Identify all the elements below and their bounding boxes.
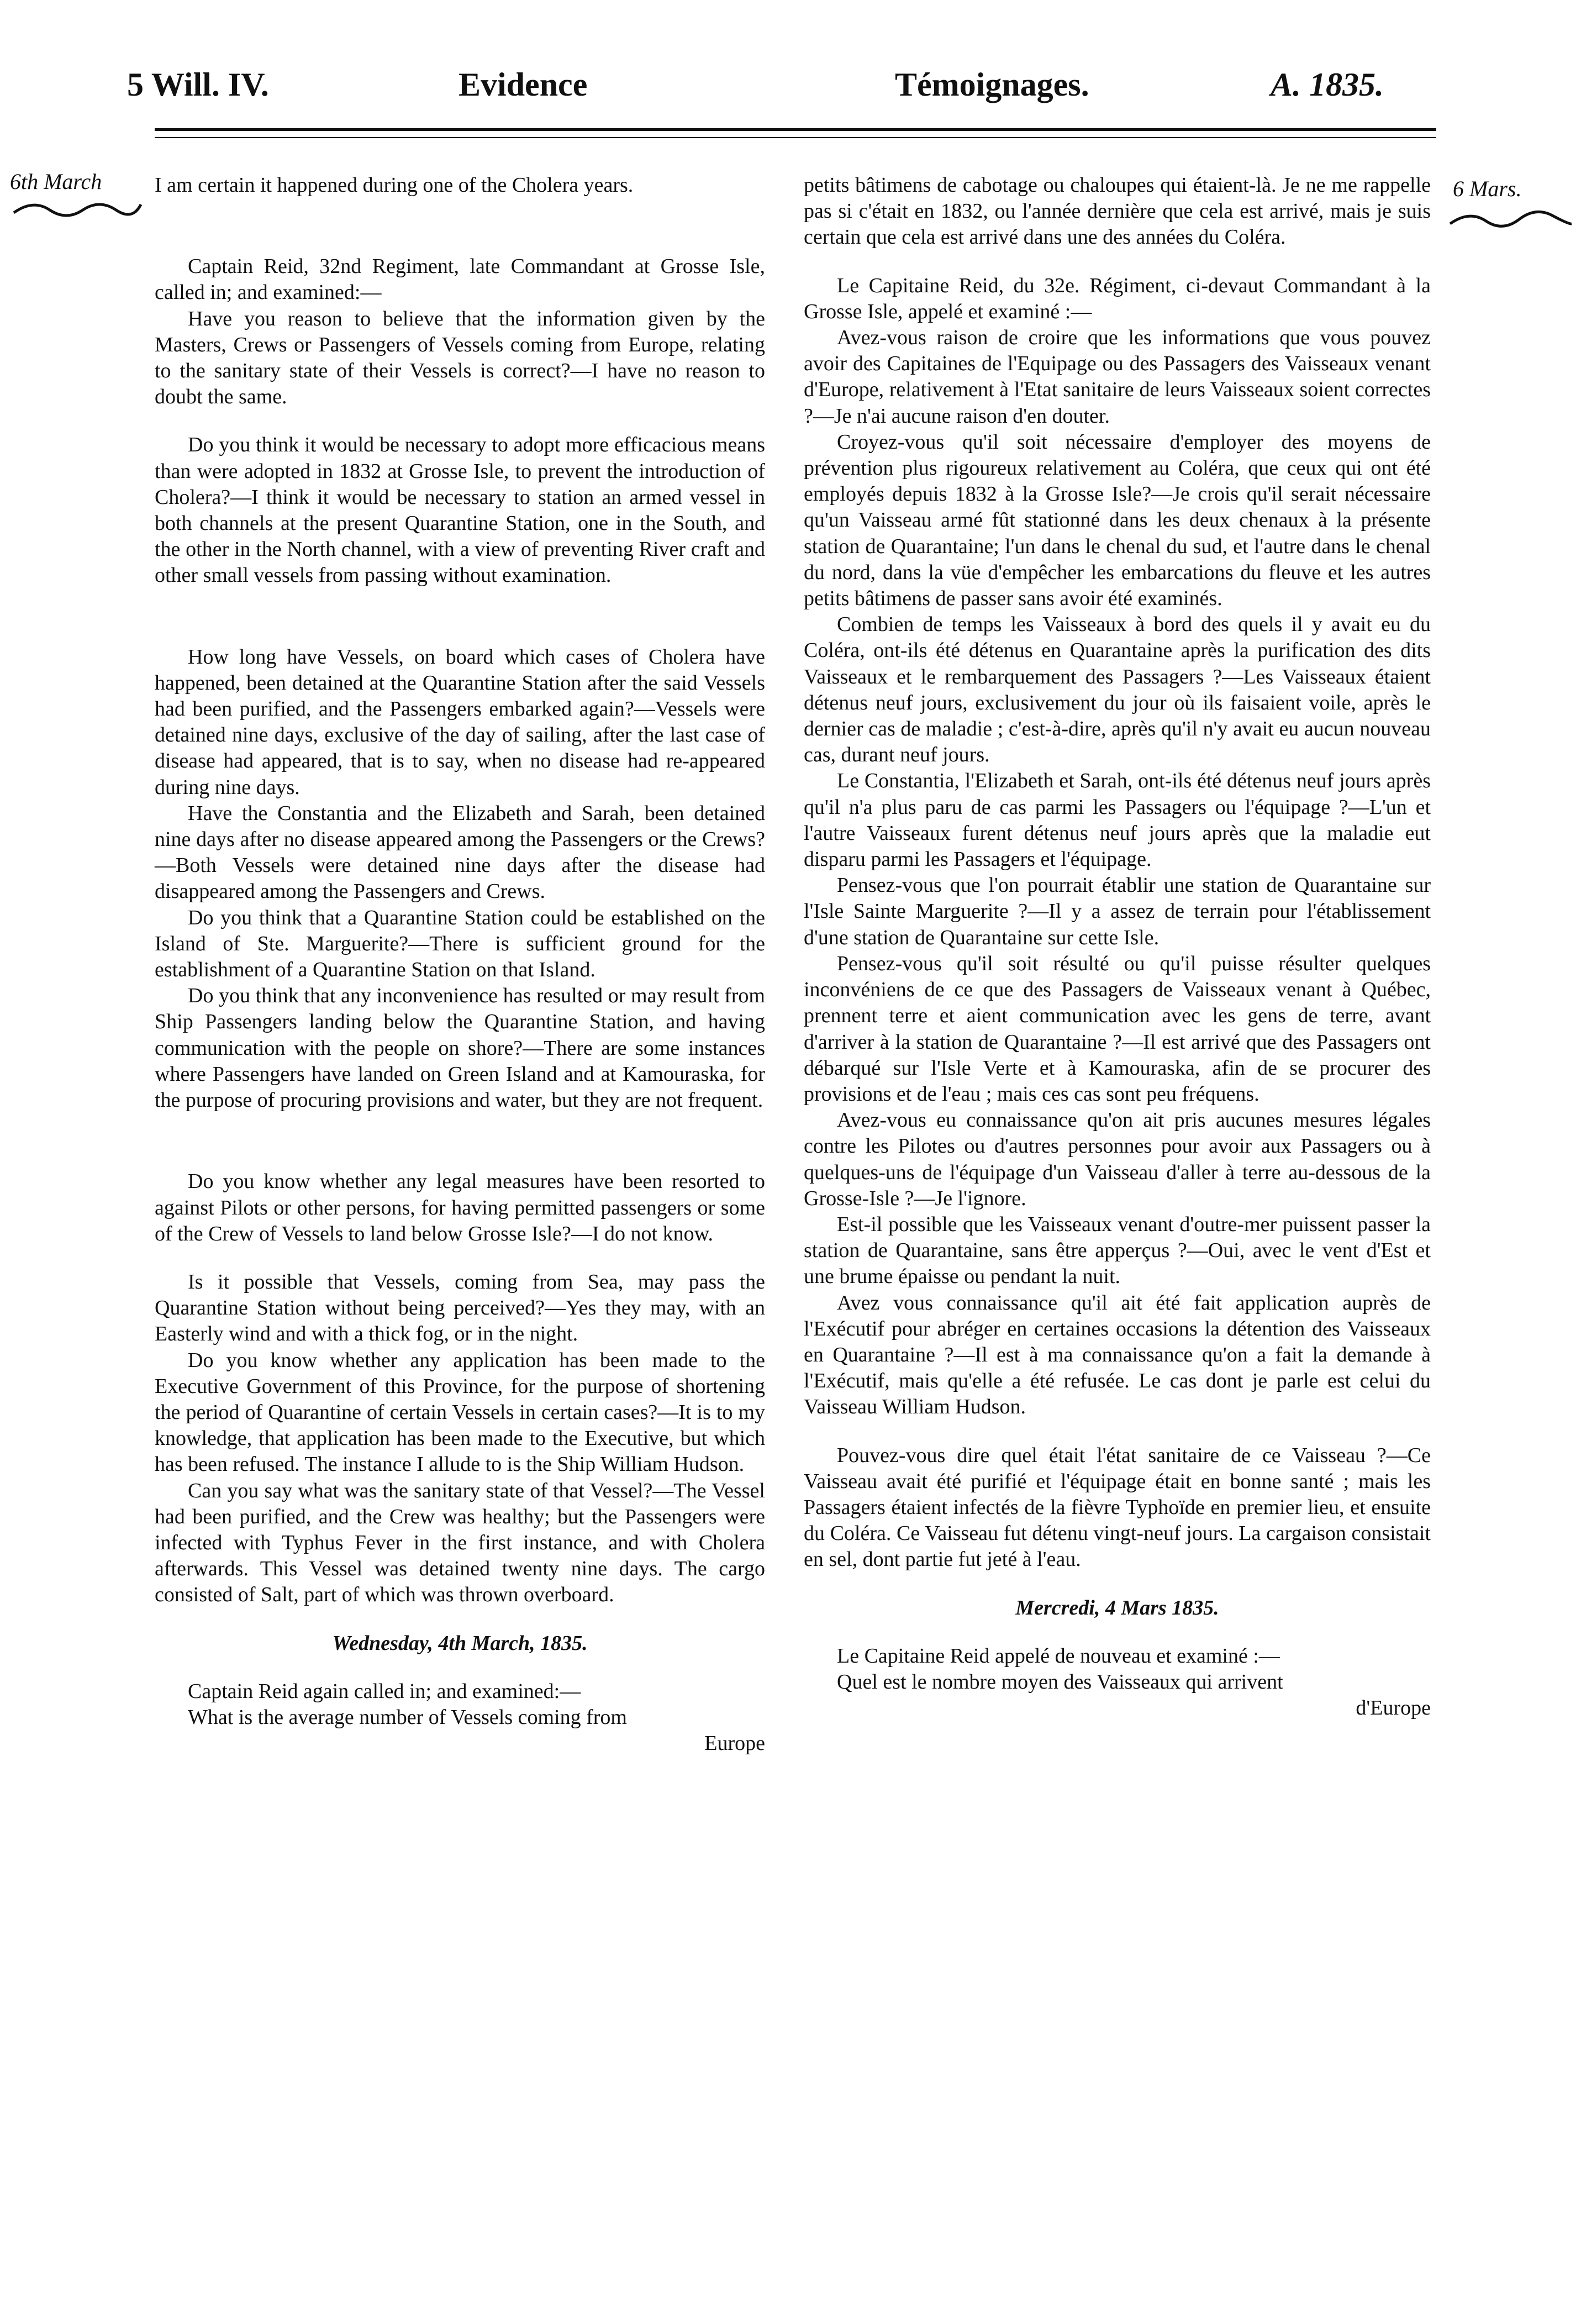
english-paragraph: How long have Vessels, on board which cases of Cholera have happened, been detained at the Quarantine Station after the said Vessels had been purified, and the Passengers embarked again?—Vessels were detained nine days, exclusive of the day of sailing, after the last case of disease had appeared, that is to say, when no disease had re-appeared during nine days. [155, 645, 765, 799]
english-paragraph: I am certain it happened during one of the Cholera years. [155, 173, 634, 197]
french-paragraph: Avez-vous eu connaissance qu'on ait pris aucunes mesures légales contre les Pilotes ou d'autres personnes pour avoir aux Passagers ou à quelques-uns de l'équipage d'un Vaisseau d'aller à terre au-dessous de la Grosse-Isle ?—Je l'ignore. [804, 1108, 1431, 1210]
header-rule-top [155, 128, 1436, 131]
french-witness-intro: Le Capitaine Reid, du 32e. Régiment, ci-devaut Commandant à la Grosse Isle, appelé et examiné :— [804, 274, 1431, 323]
english-paragraph: Have you reason to believe that the information given by the Masters, Crews or Passengers of Vessels coming from Europe, relating to the sanitary state of their Vessels is correct?—I have no reason to doubt the same. [155, 307, 765, 409]
english-paragraph: What is the average number of Vessels coming from [188, 1705, 627, 1729]
french-paragraph: Le Capitaine Reid appelé de nouveau et examiné :— [837, 1644, 1280, 1668]
french-paragraph: Croyez-vous qu'il soit nécessaire d'employer des moyens de prévention plus rigoureux relativement au Coléra, que ceux qui ont été employés depuis 1832 à la Grosse Isle?—Je crois qu'il serait nécessaire qu'un Vaisseau armé fût stationné dans les deux chenaux à la présente station de Quarantaine; l'un dans le chenal du sud, et l'autre dans le chenal du nord, dans la vüe d'empêcher les embarcations du fleuve et les autres petits bâtimens de passer sans avoir été examinés. [804, 430, 1431, 611]
english-column [155, 172, 765, 1757]
french-column [804, 172, 1431, 1721]
french-paragraph: Pensez-vous qu'il soit résulté ou qu'il puisse résulter quelques inconvéniens de ce que des Passagers de Vaisseaux venant à Québec, prennent terre et aient communication avec les gens de terre, avant d'arriver à la station de Quarantaine ?—Il est arrivé que des Passagers ont débarqué sur l'Isle Verte et à Kamouraska, afin de se procurer des provisions et de l'eau ; mais ces cas sont peu fréquens. [804, 951, 1431, 1106]
margin-date-left: 6th March [10, 169, 102, 194]
english-paragraph: Is it possible that Vessels, coming from Sea, may pass the Quarantine Station without being perceived?—Yes they may, with an Easterly wind and with a thick fog, or in the night. [155, 1270, 765, 1346]
header-title-english: Evidence [459, 66, 588, 103]
english-paragraph: Captain Reid again called in; and examined:— [188, 1679, 581, 1703]
french-paragraph: Quel est le nombre moyen des Vaisseaux qui arrivent [837, 1670, 1283, 1694]
session-label: 5 Will. IV. [127, 66, 269, 103]
french-paragraph: Est-il possible que les Vaisseaux venant d'outre-mer puissent passer la station de Quarantaine, sans être apperçus ?—Oui, avec le vent d'Est et une brume épaisse ou pendant la nuit. [804, 1212, 1431, 1289]
english-paragraph: Can you say what was the sanitary state of that Vessel?—The Vessel had been purified, and the Crew was healthy; but the Passengers were infected with Typhus Fever in the first instance, and with Cholera afterwards. This Vessel was detained twenty nine days. The cargo consisted of Salt, part of which was thrown overboard. [155, 1479, 765, 1607]
french-paragraph: Avez-vous raison de croire que les informations que vous pouvez avoir des Capitaines de l'Equipage ou des Passagers des Vaisseaux venant d'Europe, relativement à l'Etat sanitaire de leurs Vaisseaux soient correctes ?—Je n'ai aucune raison d'en douter. [804, 326, 1431, 428]
year-label: A. 1835. [1271, 66, 1384, 103]
english-paragraph: Do you think that any inconvenience has resulted or may result from Ship Passengers landing below the Quarantine Station, and having communication with the people on shore?—There are some instances where Passengers have landed on Green Island and at Kamouraska, for the purpose of procuring provisions and water, but they are not frequent. [155, 984, 765, 1112]
french-paragraph: Combien de temps les Vaisseaux à bord des quels il y avait eu du Coléra, ont-ils été détenus en Quarantaine après la purification des dits Vaisseaux et le rembarquement des Passagers ?—Les Vaisseaux étaient détenus neuf jours, exclusivement du jour où ils faisaient voile, après le dernier cas de maladie ; c'est-à-dire, après qu'il n'y avait eu aucun nouveau cas, durant neuf jours. [804, 613, 1431, 767]
english-paragraph: Have the Constantia and the Elizabeth and Sarah, been detained nine days after no disease appeared among the Passengers or the Crews?—Both Vessels were detained nine days after the disease had disappeared among the Passengers and Crews. [155, 801, 765, 903]
french-paragraph: Pouvez-vous dire quel était l'état sanitaire de ce Vaisseau ?—Ce Vaisseau avait été purifié et l'équipage était en bonne santé ; mais les Passagers étaient infectés de la fièvre Typhoïde en premier lieu, et ensuite du Coléra. Ce Vaisseau fut détenu vingt-neuf jours. La cargaison consistait en sel, dont partie fut jeté à l'eau. [804, 1443, 1431, 1571]
swirl-ornament-right [1447, 207, 1574, 229]
swirl-ornament-left [11, 199, 144, 221]
margin-date-right: 6 Mars. [1453, 176, 1522, 201]
english-paragraph: Do you know whether any legal measures have been resorted to against Pilots or other persons, for having permitted passengers or some of the Crew of Vessels to land below Grosse Isle?—I do not know. [155, 1170, 765, 1245]
french-paragraph: Le Constantia, l'Elizabeth et Sarah, ont-ils été détenus neuf jours après qu'il n'a plus paru de cas parmi les Passagers ou l'équipage ?—L'un et l'autre Vaisseaux furent détenus neuf jours après que la maladie eut disparu parmi les Passagers et l'équipage. [804, 769, 1431, 871]
header-title-french: Témoignages. [895, 66, 1089, 103]
french-date-heading: Mercredi, 4 Mars 1835. [1015, 1596, 1219, 1620]
english-paragraph: Do you think that a Quarantine Station could be established on the Island of Ste. Marguerite?—There is sufficient ground for the establishment of a Quarantine Station on that Island. [155, 906, 765, 982]
english-paragraph: Do you think it would be necessary to adopt more efficacious means than were adopted in 1832 at Grosse Isle, to prevent the introduction of Cholera?—I think it would be necessary to station an armed vessel in both channels at the present Quarantine Station, one in the South, and the other in the North channel, with a view of preventing River craft and other small vessels from passing without examination. [155, 433, 765, 587]
english-date-heading: Wednesday, 4th March, 1835. [332, 1631, 588, 1655]
header-rule-bottom [155, 137, 1436, 138]
french-paragraph: petits bâtimens de cabotage ou chaloupes qui étaient-là. Je ne me rappelle pas si c'était en 1832, ou l'année dernière que cela est arrivé, mais je suis certain que cela est arrivé dans une des années du Coléra. [804, 173, 1431, 249]
french-paragraph: Avez vous connaissance qu'il ait été fait application auprès de l'Exécutif pour abréger en certaines occasions la détention des Vaisseaux en Quarantaine ?—Il est à ma connaissance qu'on a fait la demande à l'Exécutif, mais qu'elle a été refusée. Le cas dont je parle est celui du Vaisseau William Hudson. [804, 1291, 1431, 1419]
english-paragraph: Do you know whether any application has been made to the Executive Government of this Province, for the purpose of shortening the period of Quarantine of certain Vessels in certain cases?—It is to my knowledge, that application has been made to the Executive, but which has been refused. The instance I allude to is the Ship William Hudson. [155, 1348, 765, 1476]
english-catchword: Europe [704, 1732, 765, 1755]
french-catchword: d'Europe [1356, 1696, 1431, 1720]
french-paragraph: Pensez-vous que l'on pourrait établir une station de Quarantaine sur l'Isle Sainte Marguerite ?—Il y a assez de terrain pour l'établissement d'une station de Quarantaine sur cette Isle. [804, 874, 1431, 949]
english-witness-intro: Captain Reid, 32nd Regiment, late Commandant at Grosse Isle, called in; and examined:— [155, 255, 765, 304]
